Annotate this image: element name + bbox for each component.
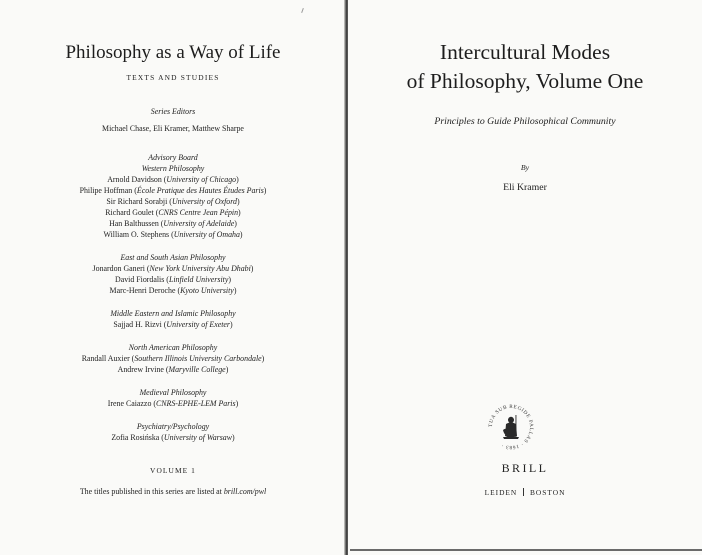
board-member-affiliation: University of Oxford — [171, 197, 237, 206]
board-member-affiliation: University of Warsaw — [163, 433, 233, 442]
close-paren: ) — [235, 399, 239, 408]
board-member-name: William O. Stephens — [103, 230, 170, 239]
board-member — [0, 398, 346, 409]
publisher-name: BRILL — [501, 461, 549, 475]
board-member-name: Randall Auxier — [81, 354, 130, 363]
close-paren: ) — [236, 197, 240, 206]
board-member — [0, 274, 346, 285]
board-member — [0, 319, 346, 330]
board-member-name: Jonardon Ganeri — [92, 264, 145, 273]
close-paren: ) — [234, 219, 237, 228]
open-paren: ( — [151, 399, 156, 408]
board-member-affiliation: University of Adelaide — [163, 219, 235, 228]
close-paren: ) — [228, 275, 231, 284]
board-member — [0, 218, 346, 229]
board-member-name: Han Balthussen — [109, 219, 159, 228]
series-subtitle: TEXTS AND STUDIES — [126, 73, 220, 82]
close-paren: ) — [238, 208, 241, 217]
board-member — [0, 229, 346, 240]
board-member-affiliation: Maryville College — [168, 365, 226, 374]
open-paren: ( — [144, 264, 150, 273]
open-paren: ( — [129, 354, 135, 363]
board-section-heading: North American Philosophy — [128, 343, 218, 352]
open-paren: ( — [158, 219, 164, 228]
location-divider — [523, 488, 524, 496]
seal-lettering: TUA SUB REGIDE PALLAS · 1683 · — [487, 403, 535, 451]
board-member — [0, 285, 346, 296]
open-paren: ( — [153, 208, 159, 217]
close-paren: ) — [250, 264, 254, 273]
close-paren: ) — [236, 175, 239, 184]
board-section-heading: East and South Asian Philosophy — [120, 253, 226, 262]
close-paren: ) — [225, 365, 229, 374]
open-paren: ( — [161, 175, 167, 184]
board-member-affiliation: Linfield University — [168, 275, 229, 284]
close-paren: ) — [261, 354, 265, 363]
board-member-name: Andrew Irvine — [117, 365, 164, 374]
close-paren: ) — [263, 186, 267, 195]
board-member-affiliation: CNRS Centre Jean Pépin — [158, 208, 239, 217]
open-paren: ( — [132, 186, 137, 195]
open-paren: ( — [169, 230, 174, 239]
series-editors-heading: Series Editors — [150, 107, 196, 116]
board-section-heading: Psychiatry/Psychology — [136, 422, 210, 431]
board-member-affiliation: University of Chicago — [166, 175, 237, 184]
board-member-name: Irene Caiazzo — [107, 399, 152, 408]
board-member-name: Richard Goulet — [105, 208, 154, 217]
book-subtitle: Principles to Guide Philosophical Community — [434, 116, 616, 127]
board-member-affiliation: University of Omaha — [173, 230, 240, 239]
board-member — [0, 174, 346, 185]
book-title — [348, 38, 702, 96]
board-member-name: Philipe Hoffman — [79, 186, 133, 195]
close-paren: ) — [229, 320, 233, 329]
author-name: Eli Kramer — [503, 182, 547, 193]
close-paren: ) — [239, 230, 243, 239]
board-member-affiliation: CNRS-EPHE-LEM Paris — [156, 399, 236, 408]
board-member — [0, 364, 346, 375]
board-member — [0, 263, 346, 274]
board-member — [0, 353, 346, 364]
board-member-affiliation: Kyoto University — [180, 286, 234, 295]
series-editors-block — [0, 106, 346, 134]
right-page — [348, 0, 702, 555]
board-member-affiliation: New York University Abu Dhabi — [149, 264, 251, 273]
brill-seal-logo — [484, 400, 538, 454]
close-paren: ) — [233, 286, 237, 295]
open-paren: ( — [163, 365, 169, 374]
board-member-affiliation: Southern Illinois University Carbondale — [134, 354, 262, 363]
board-member-name: Marc-Henri Deroche — [109, 286, 176, 295]
location-leiden: LEIDEN — [484, 488, 518, 497]
series-editors-names: Michael Chase, Eli Kramer, Matthew Sharpe — [102, 124, 244, 133]
board-member-name: Sajjad H. Rizvi — [113, 320, 162, 329]
open-paren: ( — [175, 286, 181, 295]
advisory-board-heading: Advisory Board — [148, 153, 198, 162]
board-member-affiliation: University of Exeter — [166, 320, 230, 329]
board-member — [0, 196, 346, 207]
titles-note-text: The titles published in this series are listed at — [79, 487, 222, 496]
board-member-affiliation: École Pratique des Hautes Études Paris — [136, 186, 264, 195]
board-member — [0, 185, 346, 196]
titles-note — [0, 487, 346, 496]
series-title: Philosophy as a Way of Life — [65, 42, 281, 63]
board-section-heading: Middle Eastern and Islamic Philosophy — [110, 309, 236, 318]
board-member — [0, 432, 346, 443]
board-member-name: Arnold Davidson — [107, 175, 162, 184]
scan-mark — [301, 8, 304, 13]
board-section-heading: Medieval Philosophy — [139, 388, 207, 397]
board-section-heading: Western Philosophy — [141, 164, 205, 173]
open-paren: ( — [167, 197, 172, 206]
open-paren: ( — [159, 433, 164, 442]
by-label: By — [520, 163, 530, 172]
volume-label: VOLUME 1 — [150, 466, 196, 475]
book-title-line-1: Intercultural Modes — [439, 40, 611, 64]
location-boston: BOSTON — [529, 488, 566, 497]
board-member-name: David Fiordalis — [115, 275, 165, 284]
board-member-name: Sir Richard Sorabji — [106, 197, 168, 206]
board-member-name: Zofia Rosińska — [111, 433, 160, 442]
page-edge-bottom — [350, 549, 702, 551]
advisory-board — [0, 152, 346, 443]
open-paren: ( — [164, 275, 169, 284]
close-paren: ) — [232, 433, 235, 442]
titles-note-url: brill.com/pwl — [223, 487, 267, 496]
left-page — [0, 0, 346, 555]
publisher-locations — [348, 488, 702, 497]
board-member — [0, 207, 346, 218]
book-title-line-2: of Philosophy, Volume One — [406, 69, 644, 93]
open-paren: ( — [161, 320, 167, 329]
